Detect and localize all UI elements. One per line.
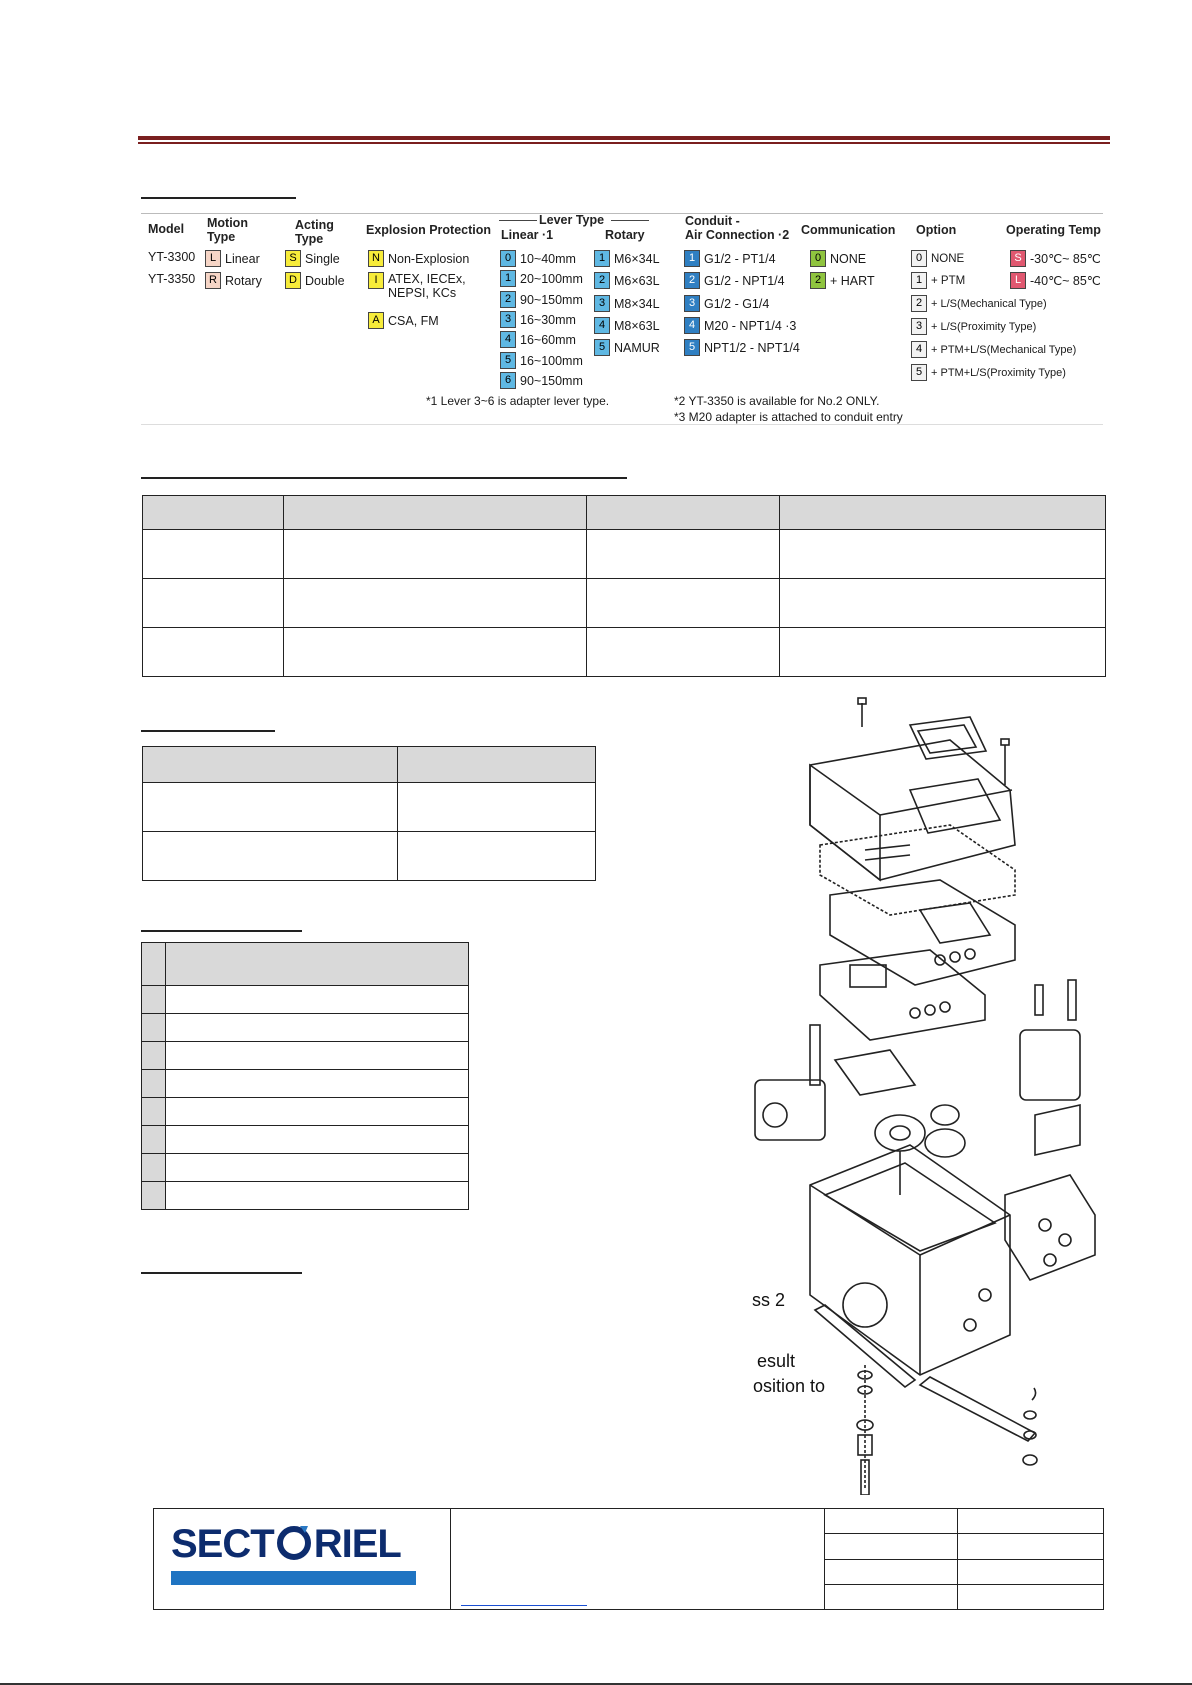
table-cell bbox=[143, 530, 284, 579]
table-row bbox=[142, 1070, 469, 1098]
code-box: 4 bbox=[594, 317, 610, 334]
item-label: 20~100mm bbox=[520, 271, 583, 286]
nut bbox=[1023, 1455, 1037, 1465]
table-cell bbox=[143, 747, 398, 783]
housing-cavity bbox=[825, 1163, 995, 1251]
table-cell bbox=[143, 496, 284, 530]
temp-item bbox=[1010, 250, 1101, 267]
model-item: YT-3350 bbox=[148, 272, 196, 286]
table-cell bbox=[398, 747, 596, 783]
item-label: G1/2 - NPT1/4 bbox=[704, 273, 785, 288]
code-box: D bbox=[285, 272, 301, 289]
table-cell bbox=[166, 1154, 469, 1182]
table-cell bbox=[958, 1509, 1104, 1534]
table-cell bbox=[142, 1182, 166, 1210]
gear-hub bbox=[890, 1126, 910, 1140]
item-label: Linear bbox=[225, 251, 260, 266]
table-cell bbox=[142, 1126, 166, 1154]
washer bbox=[1024, 1411, 1036, 1419]
table-row bbox=[142, 986, 469, 1014]
item-label: M6×34L bbox=[614, 251, 660, 266]
table-row bbox=[143, 628, 1106, 677]
gear-wheel bbox=[875, 1115, 925, 1151]
logo-bar bbox=[171, 1571, 416, 1585]
section-heading-underline-notes bbox=[141, 1272, 302, 1274]
item-label: NONE bbox=[931, 252, 965, 265]
code-box: 0 bbox=[911, 250, 927, 267]
table-row bbox=[142, 1098, 469, 1126]
lever-bracket-right bbox=[611, 220, 649, 221]
standoff bbox=[1068, 980, 1076, 1020]
code-box: 5 bbox=[500, 352, 516, 369]
section-heading-underline-weights bbox=[141, 730, 275, 732]
top-cover bbox=[810, 740, 1015, 880]
table-cell bbox=[825, 1534, 958, 1559]
rotary-item bbox=[594, 295, 660, 312]
table-row bbox=[142, 1154, 469, 1182]
code-box: 2 bbox=[810, 272, 826, 289]
table-row bbox=[142, 1182, 469, 1210]
option-item bbox=[911, 318, 1036, 335]
option-item bbox=[911, 295, 1047, 312]
item-label: -40℃~ 85℃ bbox=[1030, 274, 1101, 288]
logo-text-right: RIEL bbox=[313, 1522, 401, 1566]
table-cell bbox=[142, 943, 166, 986]
code-box: 6 bbox=[500, 372, 516, 389]
code-box: I bbox=[368, 272, 384, 289]
table-cell bbox=[587, 628, 780, 677]
code-box: 2 bbox=[500, 291, 516, 308]
table-cell bbox=[166, 943, 469, 986]
table-cell bbox=[143, 832, 398, 881]
option-item bbox=[911, 272, 965, 289]
code-box: 4 bbox=[911, 341, 927, 358]
code-box: N bbox=[368, 250, 384, 267]
code-box: L bbox=[1010, 272, 1026, 289]
table-cell bbox=[780, 530, 1106, 579]
torque-motor-coil bbox=[763, 1103, 787, 1127]
item-label: + L/S(Mechanical Type) bbox=[931, 297, 1047, 310]
item-label: 90~150mm bbox=[520, 292, 583, 307]
torque-motor-right bbox=[1020, 1030, 1080, 1100]
model-item: YT-3300 bbox=[148, 250, 196, 264]
item-label: M8×34L bbox=[614, 296, 660, 311]
table-cell bbox=[780, 579, 1106, 628]
code-box: A bbox=[368, 312, 384, 329]
lever-bracket-left bbox=[499, 220, 537, 221]
table-header-row bbox=[142, 943, 469, 986]
code-box: R bbox=[205, 272, 221, 289]
conduit-item bbox=[684, 272, 785, 289]
conduit-item bbox=[684, 295, 769, 312]
conduit-item bbox=[684, 250, 776, 267]
spec-table bbox=[142, 495, 1106, 677]
motion-item bbox=[205, 250, 260, 267]
port bbox=[1039, 1219, 1051, 1231]
table-cell bbox=[284, 530, 587, 579]
item-label: + PTM bbox=[931, 274, 966, 287]
lower-lever bbox=[920, 1377, 1035, 1441]
table-cell bbox=[958, 1584, 1104, 1609]
clip bbox=[1032, 1388, 1036, 1400]
table-cell bbox=[958, 1534, 1104, 1559]
item-label: 10~40mm bbox=[520, 251, 576, 266]
header-explosion-protection: Explosion Protection bbox=[366, 223, 492, 237]
rotary-item bbox=[594, 317, 660, 334]
table-cell bbox=[825, 1559, 958, 1584]
exploded-view-drawing bbox=[750, 695, 1110, 1495]
linear-item bbox=[500, 291, 583, 308]
explosion-item bbox=[368, 272, 466, 300]
code-box: 3 bbox=[500, 311, 516, 328]
item-label: G1/2 - G1/4 bbox=[704, 296, 770, 311]
communication-item bbox=[810, 272, 875, 289]
code-box: S bbox=[1010, 250, 1026, 267]
terminal-block bbox=[850, 965, 886, 987]
bracket bbox=[1035, 1105, 1080, 1155]
footnote-3: *3 M20 adapter is attached to conduit entry bbox=[674, 410, 903, 424]
screw-head bbox=[1001, 739, 1009, 745]
header-acting-type: Acting Type bbox=[295, 218, 334, 246]
cover-detail bbox=[865, 845, 910, 850]
table-cell bbox=[780, 496, 1106, 530]
feedback-shaft bbox=[843, 1283, 887, 1327]
table-cell bbox=[166, 1014, 469, 1042]
port bbox=[979, 1289, 991, 1301]
feedback-lever bbox=[815, 1305, 915, 1387]
temp-item bbox=[1010, 272, 1101, 289]
port bbox=[1044, 1254, 1056, 1266]
table-row bbox=[143, 832, 596, 881]
lcd bbox=[920, 903, 990, 943]
screw bbox=[1035, 985, 1043, 1015]
table-row bbox=[143, 783, 596, 832]
code-box: 1 bbox=[684, 250, 700, 267]
table-row bbox=[142, 1014, 469, 1042]
table-cell bbox=[166, 1042, 469, 1070]
header-lever-type: Lever Type bbox=[539, 213, 605, 227]
option-item bbox=[911, 341, 1076, 358]
item-label: ATEX, IECEx, NEPSI, KCs bbox=[388, 272, 466, 300]
header-communication: Communication bbox=[801, 223, 896, 237]
item-label: NAMUR bbox=[614, 340, 660, 355]
code-box: 3 bbox=[684, 295, 700, 312]
logo-cell bbox=[154, 1509, 451, 1610]
rotary-item bbox=[594, 250, 660, 267]
footer-table bbox=[153, 1508, 1104, 1610]
table-row bbox=[142, 1126, 469, 1154]
table-cell bbox=[143, 783, 398, 832]
code-box: 3 bbox=[911, 318, 927, 335]
table-cell bbox=[958, 1559, 1104, 1584]
option-item bbox=[911, 250, 964, 267]
item-label: -30℃~ 85℃ bbox=[1030, 252, 1101, 266]
linear-item bbox=[500, 352, 583, 369]
section-heading-underline-parts bbox=[141, 930, 302, 932]
cover-detail bbox=[865, 855, 910, 860]
table-row bbox=[143, 579, 1106, 628]
pcb-display-board bbox=[830, 880, 1015, 985]
website-link[interactable] bbox=[461, 1605, 587, 1606]
table-header-row bbox=[143, 496, 1106, 530]
weight-table bbox=[142, 746, 596, 881]
item-label: G1/2 - PT1/4 bbox=[704, 251, 776, 266]
item-label: Single bbox=[305, 251, 340, 266]
header-rotary: Rotary bbox=[605, 228, 645, 242]
conduit-item bbox=[684, 339, 800, 356]
option-item bbox=[911, 364, 1066, 381]
conduit-item bbox=[684, 317, 796, 334]
code-box: 0 bbox=[810, 250, 826, 267]
code-box: 2 bbox=[684, 272, 700, 289]
logo-text-left: SECT bbox=[171, 1522, 274, 1566]
item-label: CSA, FM bbox=[388, 313, 439, 328]
code-box: L bbox=[205, 250, 221, 267]
item-label: 16~60mm bbox=[520, 332, 576, 347]
parts-table bbox=[141, 942, 469, 1210]
table-cell bbox=[142, 1042, 166, 1070]
item-label: + PTM+L/S(Mechanical Type) bbox=[931, 343, 1077, 356]
ordering-code-figure bbox=[143, 210, 1103, 430]
code-box: 3 bbox=[594, 295, 610, 312]
standoff bbox=[810, 1025, 820, 1085]
item-label: M20 - NPT1/4 ·3 bbox=[704, 318, 797, 333]
header-model: Model bbox=[148, 222, 185, 236]
port bbox=[964, 1319, 976, 1331]
header-motion-type: Motion Type bbox=[207, 216, 248, 244]
table-cell bbox=[587, 579, 780, 628]
terminal-board bbox=[820, 950, 985, 1040]
table-cell bbox=[587, 530, 780, 579]
header-rule-thick bbox=[138, 136, 1110, 140]
display-window-inner bbox=[918, 725, 976, 753]
address-cell bbox=[451, 1509, 825, 1610]
table-cell bbox=[398, 832, 596, 881]
table-cell bbox=[284, 628, 587, 677]
connector bbox=[940, 1002, 950, 1012]
table-cell bbox=[142, 1098, 166, 1126]
section-heading-underline-specs bbox=[141, 477, 627, 479]
item-label: NONE bbox=[830, 251, 867, 266]
code-box: 5 bbox=[594, 339, 610, 356]
item-label: NPT1/2 - NPT1/4 bbox=[704, 340, 800, 355]
code-box: 1 bbox=[500, 270, 516, 287]
code-box: 1 bbox=[594, 250, 610, 267]
table-cell bbox=[284, 496, 587, 530]
potentiometer bbox=[931, 1105, 959, 1125]
motion-item bbox=[205, 272, 262, 289]
item-label: 16~100mm bbox=[520, 353, 583, 368]
button bbox=[965, 949, 975, 959]
footnote-1: *1 Lever 3~6 is adapter lever type. bbox=[426, 394, 610, 408]
communication-item bbox=[810, 250, 866, 267]
port bbox=[1059, 1234, 1071, 1246]
item-label: M6×63L bbox=[614, 273, 660, 288]
item-label: 90~150mm bbox=[520, 373, 583, 388]
footnote-2: *2 YT-3350 is available for No.2 ONLY. bbox=[674, 394, 880, 408]
connector bbox=[925, 1005, 935, 1015]
linear-item bbox=[500, 331, 576, 348]
table-cell bbox=[166, 986, 469, 1014]
acting-item bbox=[285, 272, 345, 289]
item-label: Double bbox=[305, 273, 345, 288]
table-cell bbox=[825, 1509, 958, 1534]
header-rule-thin bbox=[138, 142, 1110, 144]
ordering-top-border bbox=[141, 213, 1103, 214]
table-cell bbox=[166, 1070, 469, 1098]
sectoriel-logo bbox=[171, 1522, 401, 1567]
header-conduit: Conduit - Air Connection ·2 bbox=[685, 214, 790, 242]
linear-item bbox=[500, 250, 576, 267]
table-row bbox=[143, 530, 1106, 579]
header-operating-temp: Operating Temp bbox=[1006, 223, 1101, 237]
code-box: 0 bbox=[500, 250, 516, 267]
header-option: Option bbox=[916, 223, 957, 237]
acting-item bbox=[285, 250, 340, 267]
plate bbox=[835, 1050, 915, 1095]
top-cover-edge bbox=[880, 790, 1012, 815]
explosion-item bbox=[368, 250, 469, 267]
code-box: 5 bbox=[911, 364, 927, 381]
code-box: 4 bbox=[684, 317, 700, 334]
rotary-item bbox=[594, 339, 660, 356]
potentiometer-base bbox=[925, 1129, 965, 1157]
rotary-item bbox=[594, 272, 660, 289]
torque-motor-left bbox=[755, 1080, 825, 1140]
item-label: + L/S(Proximity Type) bbox=[931, 320, 1037, 333]
main-housing bbox=[810, 1145, 1010, 1375]
linear-item bbox=[500, 270, 583, 287]
text-fragment: ss 2 bbox=[752, 1290, 786, 1310]
text-fragment: osition to bbox=[753, 1376, 826, 1396]
table-cell bbox=[780, 628, 1106, 677]
ordering-bottom-border bbox=[141, 424, 1103, 425]
table-row bbox=[154, 1509, 1104, 1534]
item-label: M8×63L bbox=[614, 318, 660, 333]
table-cell bbox=[142, 986, 166, 1014]
table-header-row bbox=[143, 747, 596, 783]
code-box: 1 bbox=[911, 272, 927, 289]
table-cell bbox=[143, 579, 284, 628]
table-cell bbox=[142, 1154, 166, 1182]
item-label: 16~30mm bbox=[520, 312, 576, 327]
code-box: 2 bbox=[911, 295, 927, 312]
connector bbox=[910, 1008, 920, 1018]
header-linear: Linear ·1 bbox=[501, 228, 554, 242]
table-cell bbox=[143, 628, 284, 677]
table-cell bbox=[587, 496, 780, 530]
code-box: 5 bbox=[684, 339, 700, 356]
text-fragment: esult bbox=[757, 1351, 796, 1371]
table-cell bbox=[825, 1584, 958, 1609]
table-cell bbox=[166, 1098, 469, 1126]
item-label: Rotary bbox=[225, 273, 262, 288]
table-cell bbox=[398, 783, 596, 832]
item-label: Non-Explosion bbox=[388, 251, 470, 266]
button bbox=[935, 955, 945, 965]
code-box: 4 bbox=[500, 331, 516, 348]
code-box: S bbox=[285, 250, 301, 267]
table-cell bbox=[142, 1014, 166, 1042]
item-label: + PTM+L/S(Proximity Type) bbox=[931, 366, 1066, 379]
button bbox=[950, 952, 960, 962]
table-cell bbox=[142, 1070, 166, 1098]
linear-item bbox=[500, 311, 576, 328]
table-cell bbox=[284, 579, 587, 628]
logo-swirl-icon bbox=[274, 1523, 314, 1563]
table-row bbox=[142, 1042, 469, 1070]
item-label: + HART bbox=[830, 273, 875, 288]
linear-item bbox=[500, 372, 583, 389]
explosion-item bbox=[368, 312, 439, 329]
table-cell bbox=[166, 1126, 469, 1154]
code-box: 2 bbox=[594, 272, 610, 289]
section-heading-underline-ordering bbox=[141, 197, 296, 199]
table-cell bbox=[166, 1182, 469, 1210]
